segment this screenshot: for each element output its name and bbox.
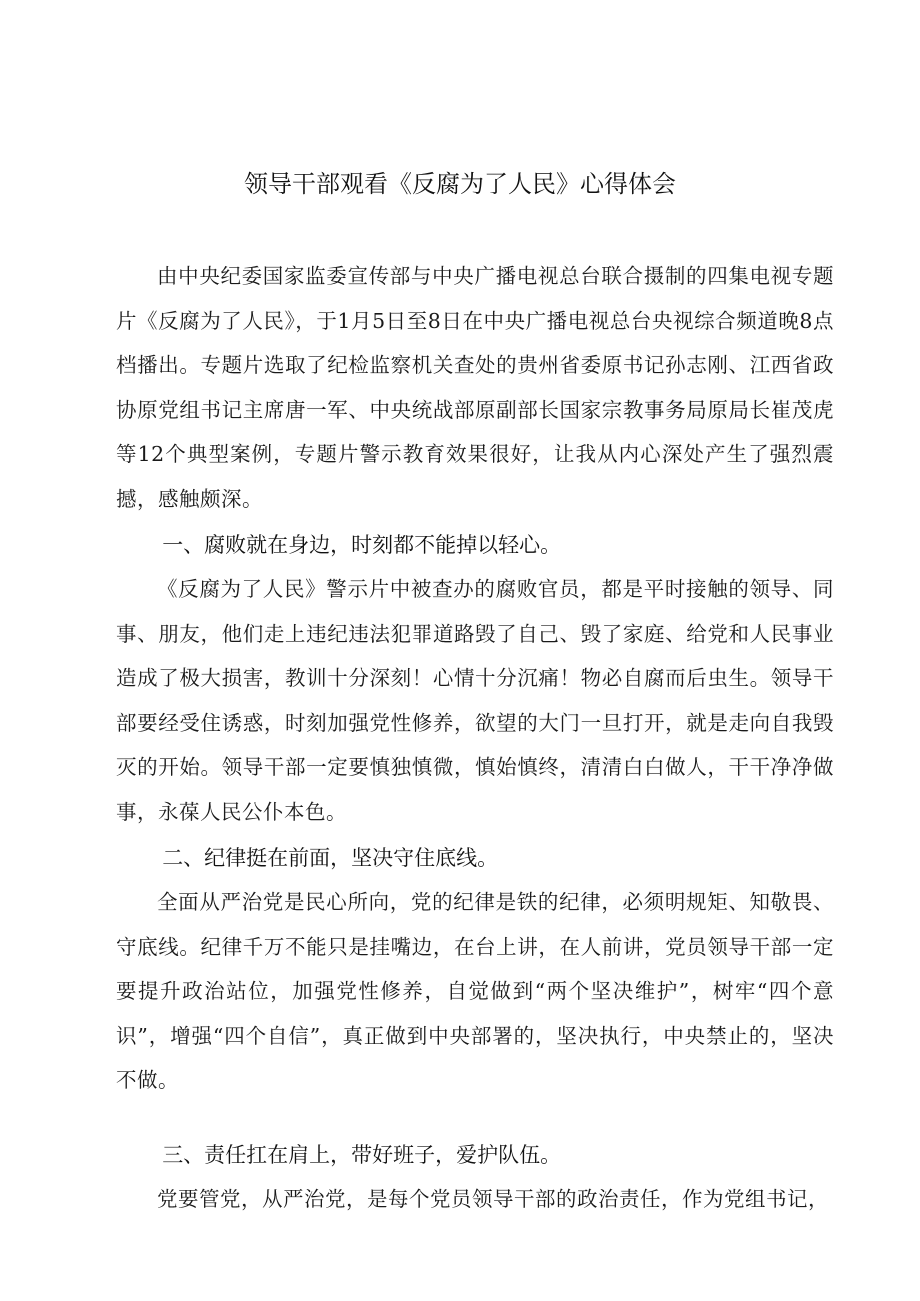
- intro-paragraph: 由中央纪委国家监委宣传部与中央广播电视总台联合摄制的四集电视专题片《反腐为了人民》，于1月5日至8日在中央广播电视总台央视综合频道晚8点档播出。专题片选取了纪检监察机关查处的贵州省委原书记孙志刚、江西省政协原党组书记主席唐一军、中央统战部原副部长国家宗教事务局原局长崔茂虎等12个典型案例，专题片警示教育效果很好，让我从内心深处产生了强烈震撼，感触颇深。: [116, 264, 834, 511]
- section-2-paragraph: 全面从严治党是民心所向，党的纪律是铁的纪律，必须明规矩、知敬畏、守底线。纪律千万不能只是挂嘴边，在台上讲，在人前讲，党员领导干部一定要提升政治站位，加强党性修养，自觉做到“两个坚决维护”，树牢“四个意识”，增强“四个自信”，真正做到中央部署的，坚决执行，中央禁止的，坚决不做。: [116, 890, 834, 1092]
- section-3-paragraph: 党要管党，从严治党，是每个党员领导干部的政治责任，作为党组书记，: [157, 1186, 829, 1211]
- section-2-heading: 二、纪律挺在前面，坚决守住底线。: [162, 846, 499, 870]
- section-1-paragraph: 《反腐为了人民》警示片中被查办的腐败官员，都是平时接触的领导、同事、朋友，他们走上违纪违法犯罪道路毁了自己、毁了家庭、给党和人民事业造成了极大损害，教训十分深刻！心情十分沉痛！物必自腐而后虫生。领导干部要经受住诱惑，时刻加强党性修养，欲望的大门一旦打开，就是走向自我毁灭的开始。领导干部一定要慎独慎微，慎始慎终，清清白白做人，干干净净做事，永葆人民公仆本色。: [116, 577, 834, 824]
- section-3-heading: 三、责任扛在肩上，带好班子，爱护队伍。: [162, 1142, 562, 1167]
- document-body: [116, 254, 834, 1221]
- document-title: 领导干部观看《反腐为了人民》心得体会: [244, 170, 676, 198]
- section-1-heading: 一、腐败就在身边，时刻都不能掉以轻心。: [162, 533, 562, 557]
